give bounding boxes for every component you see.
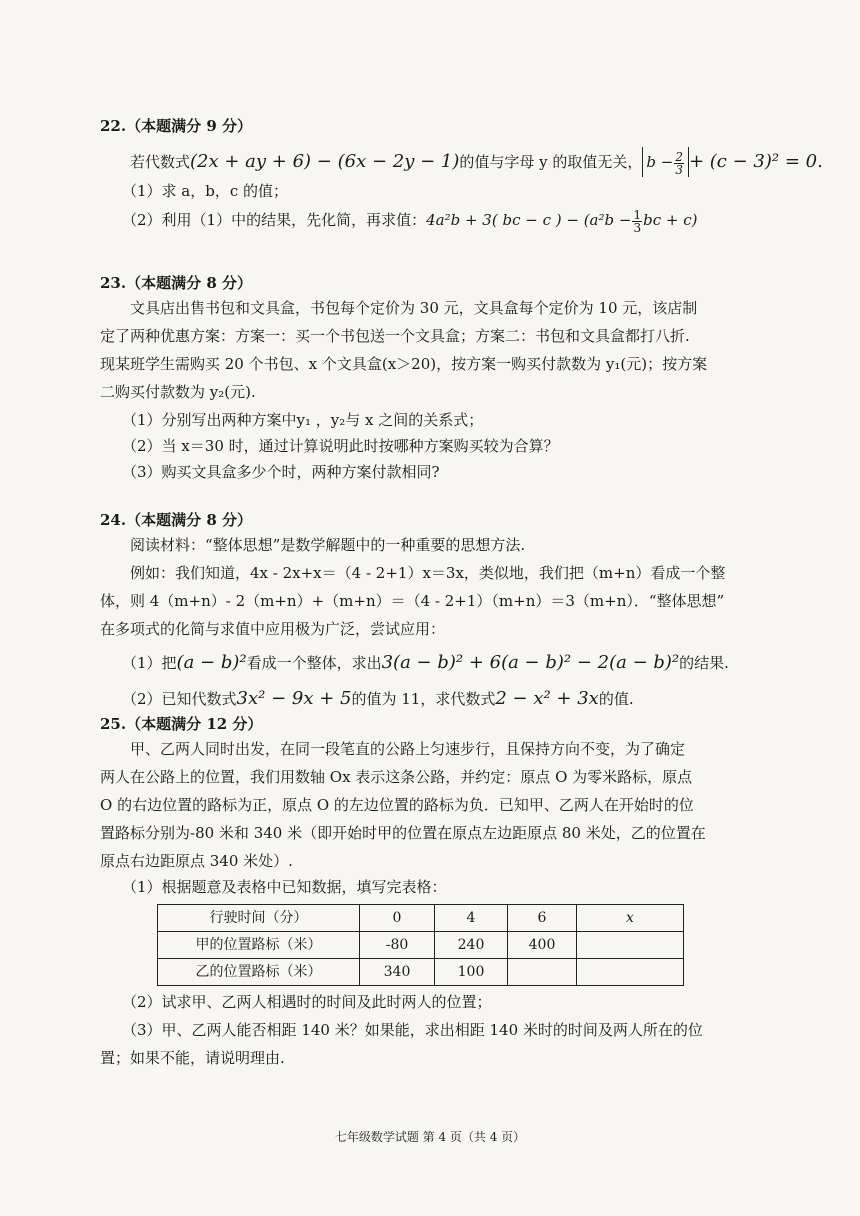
table-cell bbox=[577, 959, 684, 986]
expression: 3(a − b)² + 6(a − b)² − 2(a − b)² bbox=[381, 652, 680, 673]
table-cell: 4 bbox=[435, 905, 508, 932]
table-cell: x bbox=[577, 905, 684, 932]
question-23-part-1: （1）分别写出两种方案中y₁ ，y₂与 x 之间的关系式； bbox=[122, 411, 484, 429]
table-cell: -80 bbox=[360, 932, 435, 959]
question-24 bbox=[100, 508, 760, 714]
question-25-header: 25.（本题满分 12 分） bbox=[100, 715, 263, 733]
abs-expression bbox=[642, 147, 689, 177]
table-cell: 0 bbox=[360, 905, 435, 932]
table-row bbox=[158, 932, 684, 959]
stem-expression: (2x + ay + 6) − (6x − 2y − 1) bbox=[190, 151, 460, 172]
table-cell: 100 bbox=[435, 959, 508, 986]
stem-text-2: 的值与字母 y 的取值无关， bbox=[459, 153, 643, 171]
part-2-expression: 4a²b + 3( bc − c ) − (a²b − bbox=[426, 211, 632, 229]
paragraph-line: 甲、乙两人同时出发，在同一段笔直的公路上匀速步行，且保持方向不变，为了确定 bbox=[130, 740, 686, 758]
question-25-part-2: （2）试求甲、乙两人相遇时的时间及此时两人的位置； bbox=[122, 993, 492, 1011]
table-cell: 6 bbox=[508, 905, 577, 932]
paragraph-line: 二购买付款数为 y₂(元). bbox=[100, 383, 256, 401]
table-cell: 400 bbox=[508, 932, 577, 959]
paragraph-line: 在多项式的化简与求值中应用极为广泛，尝试应用： bbox=[100, 620, 446, 638]
question-22-stem bbox=[100, 147, 823, 177]
question-24-part-1 bbox=[100, 648, 760, 678]
paragraph-line: 文具店出售书包和文具盒，书包每个定价为 30 元，文具盒每个定价为 10 元，该店制 bbox=[130, 299, 698, 317]
part-text: 的结果. bbox=[679, 654, 729, 672]
question-23-part-2: （2）当 x＝30 时，通过计算说明此时按哪种方案购买较为合算？ bbox=[122, 437, 559, 455]
frac-num: 1 bbox=[633, 207, 642, 222]
table-cell bbox=[577, 932, 684, 959]
part-text: 的值为 11，求代数式 bbox=[351, 690, 496, 708]
question-22 bbox=[100, 114, 823, 235]
fraction bbox=[632, 209, 642, 234]
expression: (a − b)² bbox=[176, 652, 247, 673]
table-cell: 行驶时间（分） bbox=[158, 905, 360, 932]
position-table bbox=[157, 904, 684, 986]
page-footer: 七年级数学试题 第 4 页（共 4 页） bbox=[334, 1130, 526, 1144]
frac-den: 3 bbox=[675, 162, 683, 177]
question-25-part-3: （3）甲、乙两人能否相距 140 米？如果能，求出相距 140 米时的时间及两人所在的位 bbox=[122, 1021, 703, 1039]
paragraph-line: O 的右边位置的路标为正，原点 O 的左边位置的路标为负．已知甲、乙两人在开始时的位 bbox=[100, 796, 694, 814]
paragraph-line: 例如：我们知道，4x - 2x+x＝（4 - 2+1）x＝3x，类似地，我们把（m+n）看成一个整 bbox=[130, 564, 726, 582]
paragraph-line: 现某班学生需购买 20 个书包、x 个文具盒(x＞20)，按方案一购买付款数为 y₁(元)；按方案 bbox=[100, 355, 708, 373]
expression: 3x² − 9x + 5 bbox=[236, 688, 352, 709]
question-25-part-1: （1）根据题意及表格中已知数据，填写完表格： bbox=[122, 878, 447, 896]
table-row bbox=[158, 959, 684, 986]
stem-text: 若代数式 bbox=[130, 153, 191, 171]
table-cell: 甲的位置路标（米） bbox=[158, 932, 360, 959]
frac-num: 2 bbox=[675, 149, 683, 164]
frac-den: 3 bbox=[633, 220, 642, 235]
question-23 bbox=[100, 271, 760, 485]
paragraph-line: 体，则 4（m+n）- 2（m+n）+（m+n）＝（4 - 2+1）（m+n）＝3（m+n）．“整体思想” bbox=[100, 592, 725, 610]
part-2-text: （2）利用（1）中的结果，先化简，再求值： bbox=[122, 211, 427, 229]
question-23-part-3: （3）购买文具盒多少个时，两种方案付款相同? bbox=[122, 463, 440, 481]
part-text: 看成一个整体，求出 bbox=[246, 654, 382, 672]
part-text: （2）已知代数式 bbox=[122, 690, 237, 708]
table-cell: 乙的位置路标（米） bbox=[158, 959, 360, 986]
question-25-part-3-cont: 置；如果不能，请说明理由. bbox=[100, 1049, 285, 1067]
question-22-part-2 bbox=[100, 208, 760, 234]
table-cell bbox=[508, 959, 577, 986]
part-2-expression-2: bc + c) bbox=[643, 211, 698, 229]
question-22-header: 22.（本题满分 9 分） bbox=[100, 117, 252, 135]
question-24-header: 24.（本题满分 8 分） bbox=[100, 511, 252, 529]
paragraph-line: 定了两种优惠方案：方案一：买一个书包送一个文具盒；方案二：书包和文具盒都打八折. bbox=[100, 327, 690, 345]
table-cell: 340 bbox=[360, 959, 435, 986]
fraction bbox=[674, 151, 684, 176]
abs-b: b − bbox=[646, 153, 674, 171]
paragraph-line: 原点右边距原点 340 米处）. bbox=[100, 852, 293, 870]
paragraph-line: 置路标分别为-80 米和 340 米（即开始时甲的位置在原点左边距原点 80 米处，乙的位置在 bbox=[100, 824, 706, 842]
paragraph-line: 两人在公路上的位置，我们用数轴 Ox 表示这条公路，并约定：原点 O 为零米路标，原点 bbox=[100, 768, 693, 786]
expression: 2 − x² + 3x bbox=[495, 688, 599, 709]
question-25 bbox=[100, 712, 760, 1071]
table-cell: 240 bbox=[435, 932, 508, 959]
part-text: （1）把 bbox=[122, 654, 177, 672]
question-22-part-1: （1）求 a，b，c 的值； bbox=[122, 182, 289, 200]
question-23-header: 23.（本题满分 8 分） bbox=[100, 274, 252, 292]
part-text: 的值. bbox=[598, 690, 634, 708]
question-24-part-2 bbox=[100, 684, 760, 714]
paragraph-line: 阅读材料：“整体思想”是数学解题中的一种重要的思想方法. bbox=[130, 536, 526, 554]
table-row bbox=[158, 905, 684, 932]
condition-expression: + (c − 3)² = 0. bbox=[688, 151, 823, 172]
